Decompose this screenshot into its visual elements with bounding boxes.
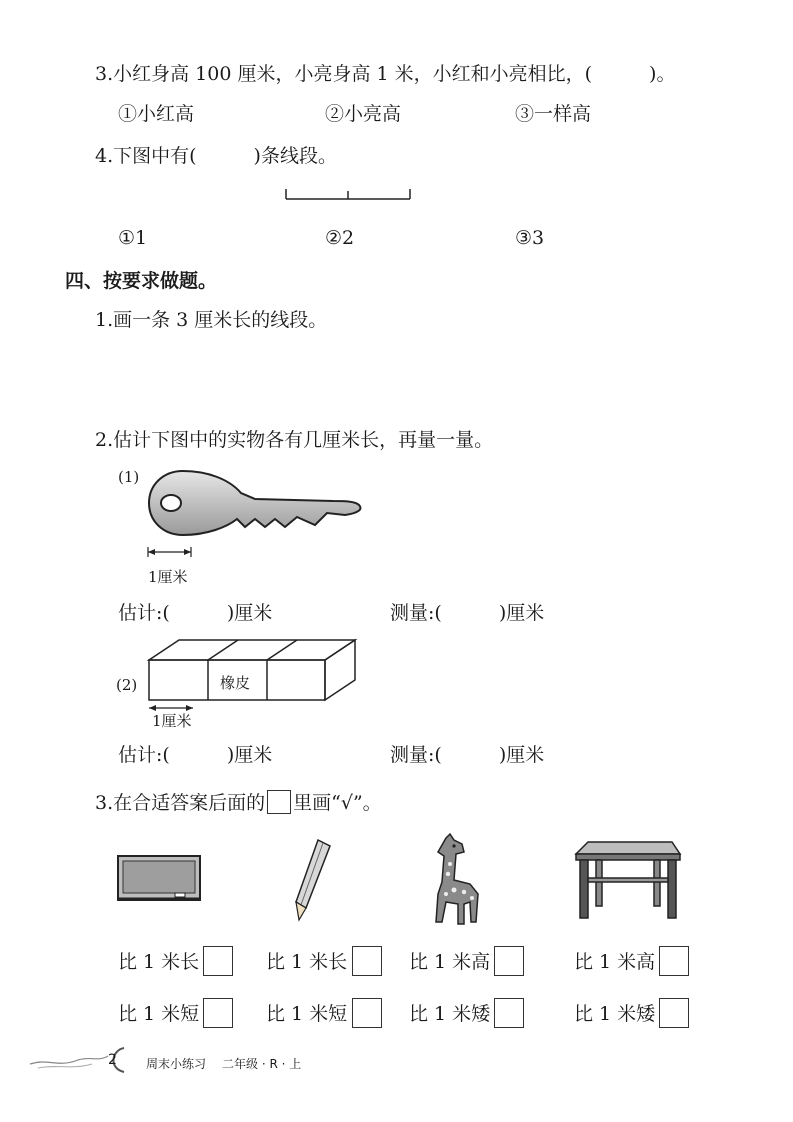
eraser-scale-label: 1厘米	[152, 712, 192, 730]
choice-blackboard-shorter: 比 1 米短	[118, 1003, 200, 1025]
checkbox-giraffe-shorter[interactable]	[494, 998, 524, 1028]
choice-table-taller: 比 1 米高	[574, 951, 656, 973]
eraser-text: 橡皮	[220, 674, 251, 692]
eraser-icon	[145, 638, 360, 708]
key-scale-arrow	[145, 545, 200, 559]
footer-book-title: 周末小练习	[146, 1057, 207, 1071]
eraser-measure[interactable]: 测量:( )厘米	[390, 744, 545, 766]
table-icon	[574, 838, 682, 922]
question-3: 3.小红身高 100 厘米，小亮身高 1 米，小红和小亮相比，( )。	[95, 63, 676, 85]
checkbox-pencil-shorter[interactable]	[352, 998, 382, 1028]
q3-option-1[interactable]: ①小红高	[118, 103, 195, 125]
question-4: 4.下图中有( )条线段。	[95, 145, 337, 167]
item-3-prefix: 3.在合适答案后面的	[95, 792, 266, 814]
key-icon	[145, 465, 370, 555]
item-2: 2.估计下图中的实物各有几厘米长，再量一量。	[95, 429, 494, 451]
eraser-estimate[interactable]: 估计:( )厘米	[118, 744, 273, 766]
inline-checkbox-icon	[267, 790, 291, 814]
choice-pencil-longer: 比 1 米长	[266, 951, 348, 973]
pencil-icon	[292, 838, 334, 924]
item-3	[95, 790, 382, 815]
checkbox-blackboard-shorter[interactable]	[203, 998, 233, 1028]
item-1: 1.画一条 3 厘米长的线段。	[95, 309, 328, 331]
footer-grade: 二年级 · R · 上	[222, 1057, 302, 1071]
footer-decoration-icon	[28, 1044, 138, 1074]
key-label: (1)	[118, 468, 140, 486]
eraser-label: (2)	[116, 676, 138, 694]
choice-giraffe-taller: 比 1 米高	[409, 951, 491, 973]
checkbox-blackboard-longer[interactable]	[203, 946, 233, 976]
q4-option-2[interactable]: ②2	[325, 227, 355, 249]
giraffe-icon	[428, 832, 486, 928]
q3-option-2[interactable]: ②小亮高	[325, 103, 402, 125]
choice-table-shorter: 比 1 米矮	[574, 1003, 656, 1025]
key-measure[interactable]: 测量:( )厘米	[390, 602, 545, 624]
section-4-title: 四、按要求做题。	[65, 270, 218, 292]
choice-giraffe-shorter: 比 1 米矮	[409, 1003, 491, 1025]
q4-option-1[interactable]: ①1	[118, 227, 148, 249]
item-3-suffix: 里画“√”。	[293, 792, 382, 814]
line-segment-figure	[280, 185, 415, 205]
checkbox-table-shorter[interactable]	[659, 998, 689, 1028]
choice-pencil-shorter: 比 1 米短	[266, 1003, 348, 1025]
q4-option-3[interactable]: ③3	[515, 227, 545, 249]
key-estimate[interactable]: 估计:( )厘米	[118, 602, 273, 624]
key-scale-label: 1厘米	[148, 568, 188, 586]
checkbox-pencil-longer[interactable]	[352, 946, 382, 976]
checkbox-table-taller[interactable]	[659, 946, 689, 976]
q3-option-3[interactable]: ③一样高	[515, 103, 592, 125]
checkbox-giraffe-taller[interactable]	[494, 946, 524, 976]
blackboard-icon	[117, 855, 202, 903]
page-number: 2	[108, 1052, 117, 1068]
choice-blackboard-longer: 比 1 米长	[118, 951, 200, 973]
